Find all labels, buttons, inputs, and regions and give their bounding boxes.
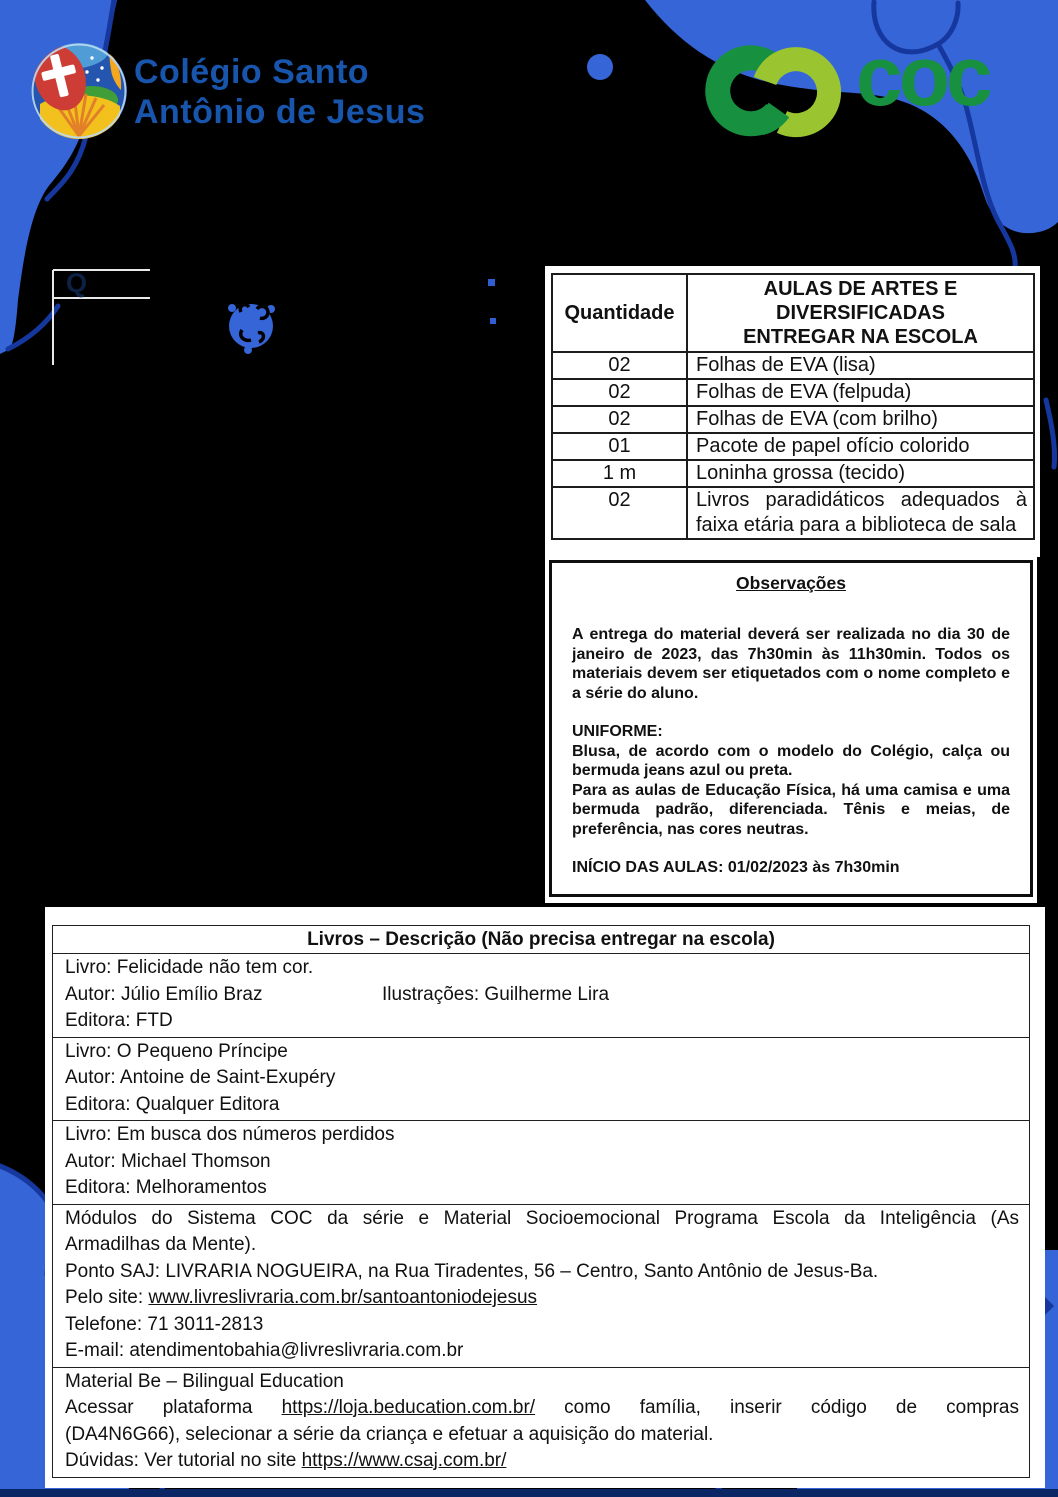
supplies-table bbox=[551, 273, 1035, 540]
book-author-line: Autor: Antoine de Saint-Exupéry bbox=[65, 1067, 336, 1088]
supplies-row: 02 Folhas de EVA (felpuda) bbox=[552, 379, 1034, 406]
school-name-line1: Colégio Santo bbox=[134, 53, 370, 91]
bilingual-access-line2: (DA4N6G66), selecionar a série da criança e efetuar a aquisição do material. bbox=[65, 1423, 714, 1445]
beducation-link[interactable]: https://loja.beducation.com.br/ bbox=[281, 1397, 536, 1418]
books-table bbox=[52, 925, 1030, 1478]
small-dot-shape bbox=[587, 54, 613, 80]
uniform-label: UNIFORME: bbox=[572, 723, 663, 740]
store-site-link[interactable]: www.livreslivraria.com.br/santoantoniodejesus bbox=[148, 1287, 538, 1308]
store-phone: Telefone: 71 3011-2813 bbox=[65, 1313, 264, 1335]
book-row bbox=[53, 1037, 1030, 1121]
book-publisher: Editora: Melhoramentos bbox=[65, 1177, 267, 1198]
classes-start-line: INÍCIO DAS AULAS: 01/02/2023 às 7h30min bbox=[572, 859, 900, 876]
bilingual-row bbox=[53, 1367, 1030, 1477]
store-address: Ponto SAJ: LIVRARIA NOGUEIRA, na Rua Tiradentes, 56 – Centro, Santo Antônio de Jesus-Ba. bbox=[65, 1260, 879, 1282]
books-title: Livros – Descrição (Não precisa entregar na escola) bbox=[53, 926, 1030, 954]
store-site-line: Pelo site: www.livreslivraria.com.br/santoantoniodejesus bbox=[65, 1287, 538, 1308]
bilingual-access-line1: Acessar plataforma https://loja.beducation.com.br/ como família, inserir código de compras bbox=[65, 1397, 1019, 1418]
remnant-q-letter: Q bbox=[66, 268, 88, 298]
observations-border bbox=[549, 560, 1033, 897]
supplies-row: 01 Pacote de papel ofício colorido bbox=[552, 433, 1034, 460]
book-author-line: Autor: Michael Thomson bbox=[65, 1150, 271, 1172]
modules-line1: Módulos do Sistema COC da série e Material Socioemocional Programa Escola da Inteligência (As bbox=[65, 1207, 1019, 1229]
supplies-row: 1 m Loninha grossa (tecido) bbox=[552, 460, 1034, 487]
tiny-dot-1 bbox=[488, 279, 495, 286]
uniform-text-2: Para as aulas de Educação Física, há uma camisa e uma bermuda padrão, diferenciada. Tênis e meias, de preferência, nas cores neutras. bbox=[572, 781, 1010, 838]
supplies-row: 02 Folhas de EVA (lisa) bbox=[552, 352, 1034, 379]
right-edge-dash bbox=[1046, 400, 1055, 467]
book-author-line: Autor: Júlio Emílio Braz Ilustrações: Guilherme Lira bbox=[65, 983, 610, 1005]
book-title: Livro: O Pequeno Príncipe bbox=[65, 1040, 288, 1062]
book-publisher: Editora: Qualquer Editora bbox=[65, 1093, 280, 1115]
book-row bbox=[53, 954, 1030, 1038]
book-title: Livro: Em busca dos números perdidos bbox=[65, 1124, 395, 1145]
school-logo-badge bbox=[30, 42, 128, 140]
observations-delivery-text: A entrega do material deverá ser realizada no dia 30 de janeiro de 2023, das 7h30min às 11h30min. Todos os materiais devem ser etiquetados com o nome completo e a série do aluno. bbox=[572, 626, 1010, 702]
modules-row bbox=[53, 1204, 1030, 1367]
book-publisher: Editora: FTD bbox=[65, 1010, 173, 1031]
coc-logo-icon bbox=[718, 58, 829, 125]
top-right-blob-shape bbox=[645, 0, 1058, 233]
observations-box bbox=[545, 557, 1037, 903]
store-email: E-mail: atendimentobahia@livreslivraria.com.br bbox=[65, 1340, 464, 1361]
uniform-text-1: Blusa, de acordo com o modelo do Colégio, calça ou bermuda jeans azul ou preta. bbox=[572, 742, 1010, 779]
book-illustrations: Ilustrações: Guilherme Lira bbox=[382, 983, 610, 1005]
school-name bbox=[134, 52, 425, 132]
supplies-row: 02 Livros paradidáticos adequados à faixa etária para a biblioteca de sala bbox=[552, 487, 1034, 539]
supplies-row: 02 Folhas de EVA (com brilho) bbox=[552, 406, 1034, 433]
coc-wordmark: coc bbox=[856, 29, 989, 123]
tiny-dot-2 bbox=[490, 318, 496, 324]
doubts-line: Dúvidas: Ver tutorial no site https://www.csaj.com.br/ bbox=[65, 1450, 507, 1471]
books-box bbox=[45, 907, 1045, 1488]
book-title: Livro: Felicidade não tem cor. bbox=[65, 957, 314, 978]
csaj-link[interactable]: https://www.csaj.com.br/ bbox=[301, 1450, 507, 1471]
supplies-header-row bbox=[552, 274, 1034, 352]
supplies-col1-header: Quantidade bbox=[552, 274, 687, 352]
supplies-box bbox=[545, 266, 1040, 557]
school-name-line2: Antônio de Jesus bbox=[134, 93, 426, 131]
bilingual-title: Material Be – Bilingual Education bbox=[65, 1370, 344, 1392]
book-row bbox=[53, 1121, 1030, 1205]
modules-line2: Armadilhas da Mente). bbox=[65, 1234, 257, 1255]
observations-title: Observações bbox=[736, 573, 846, 593]
supplies-col2-header: AULAS DE ARTES E DIVERSIFICADAS ENTREGAR NA ESCOLA bbox=[687, 274, 1034, 352]
paint-splat-icon bbox=[228, 304, 275, 354]
books-header-row bbox=[53, 926, 1030, 954]
bottom-bar bbox=[0, 1489, 1058, 1497]
